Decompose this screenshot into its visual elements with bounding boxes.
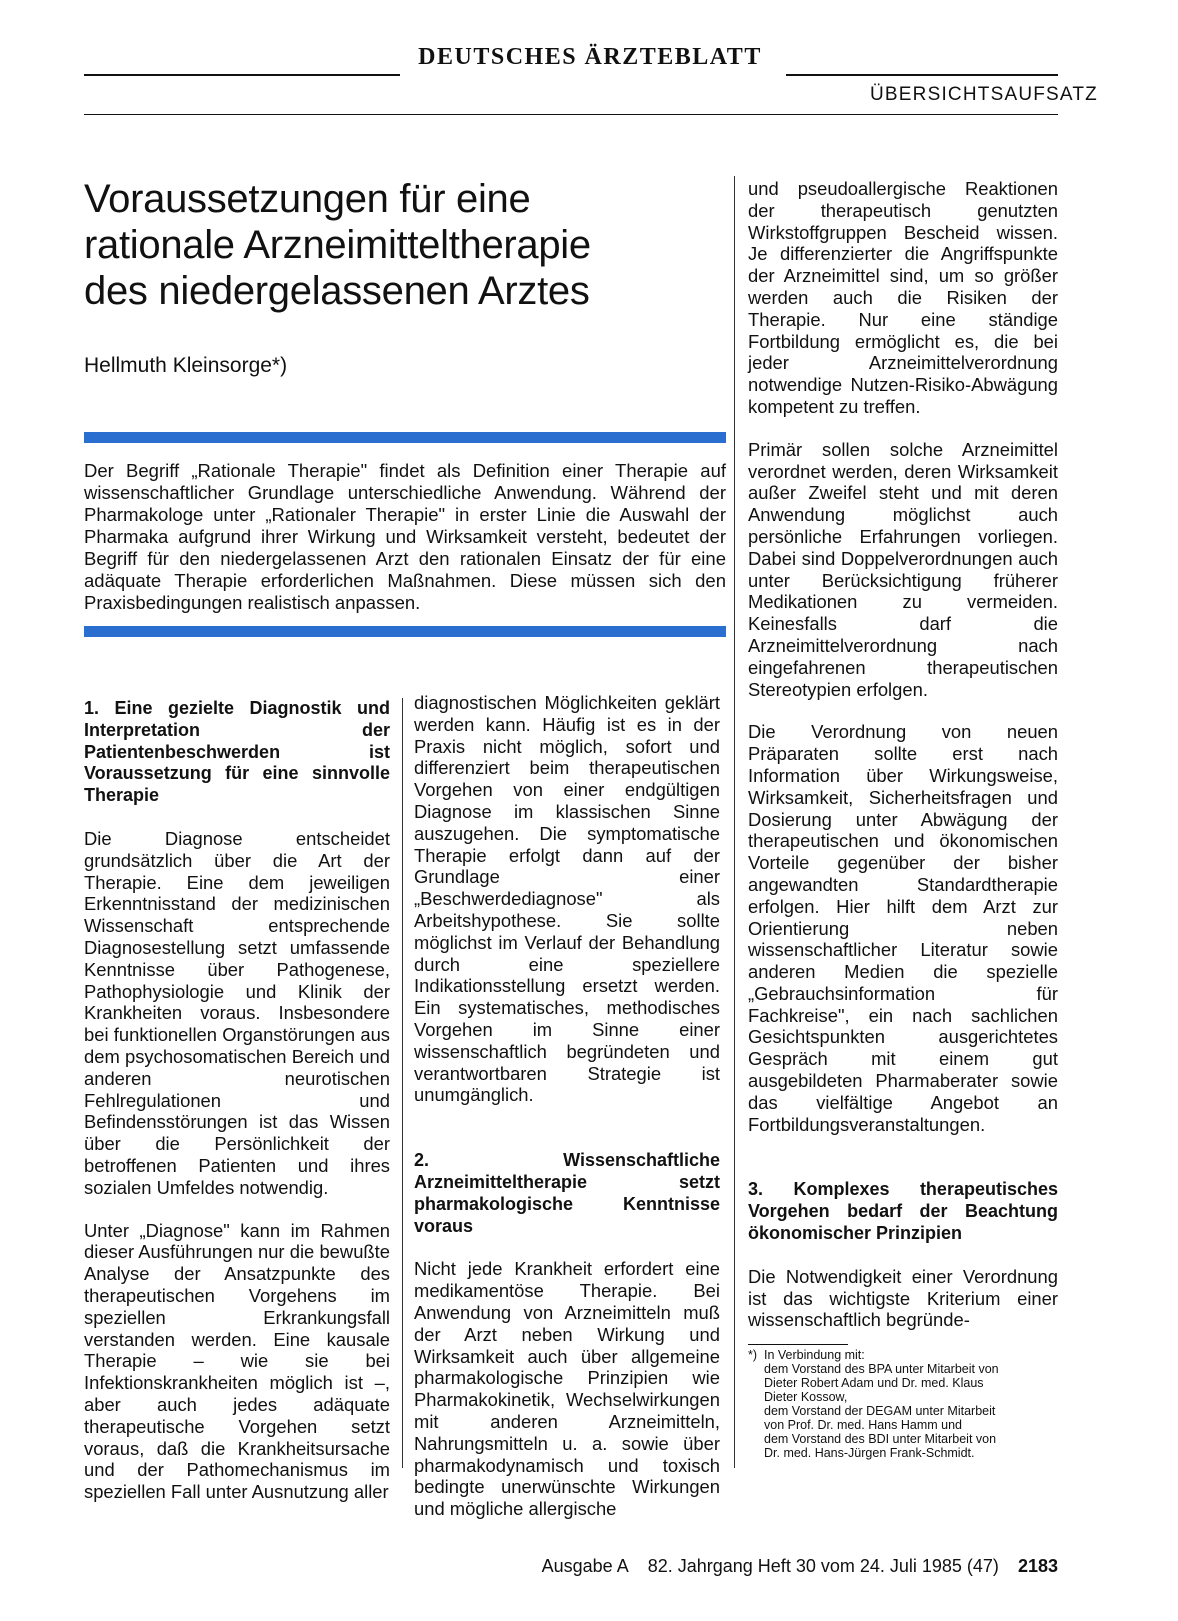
author-footnote xyxy=(748,1348,1058,1460)
section-heading-2: 2. Wissenschaftliche Arzneimitteltherapie setzt pharmakologische Kenntnisse voraus xyxy=(414,1150,720,1236)
masthead-rule-right xyxy=(786,74,1058,76)
masthead-rule-left xyxy=(84,74,400,76)
footnote-line: In Verbindung mit: xyxy=(764,1348,865,1362)
page-number: 2183 xyxy=(1017,1556,1058,1576)
body-paragraph: Die Notwendigkeit einer Verordnung ist das wichtigste Kriterium einer wissenschaftlich begründe- xyxy=(748,1265,1058,1331)
footnote-rule xyxy=(748,1344,848,1345)
body-paragraph: Die Verordnung von neuen Präparaten sollte erst nach Information über Wirkungsweise, Wirksamkeit, Sicherheitsfragen und Dosierung unter Abwägung der therapeutischen und ökonomischen Vorteile gegenüber der bisher angewandten Standardtherapie erfolgen. Hier hilft dem Arzt zur Orientierung neben wissenschaftlicher Literatur sowie anderen Medien die spezielle „Gebrauchsinformation für Fachkreise", ein nach sachlichen Gesichtspunkten ausgerichtetes Gespräch mit einem gut ausgebildeten Pharmaberater sowie das vielfältige Angebot an Fortbildungsveranstaltungen. xyxy=(748,721,1058,1135)
footnote-line: Dr. med. Hans-Jürgen Frank-Schmidt. xyxy=(764,1446,975,1460)
page-footer xyxy=(542,1556,1058,1577)
footnote-line: dem Vorstand des BDI unter Mitarbeit von xyxy=(764,1432,997,1446)
issue-info: 82. Jahrgang Heft 30 vom 24. Juli 1985 (47) xyxy=(647,1556,999,1576)
footnote-line: Dieter Kossow, xyxy=(764,1390,848,1404)
article-title xyxy=(84,176,734,314)
column-divider xyxy=(734,176,735,1468)
body-paragraph: diagnostischen Möglichkeiten geklärt werden kann. Häufig ist es in der Praxis nicht möglich, sofort und differenziert beim therapeutischen Vorgehen von einer endgültigen Diagnose im klassischen Sinne auszugehen. Die symptomatische Therapie erfolgt dann auf der Grundlage einer „Beschwerdediagnose" als Arbeitshypothese. Sie sollte möglichst im Verlauf der Behandlung durch eine speziellere Indikationsstellung ersetzt werden. Ein systematisches, methodisches Vorgehen im Sinne einer wissenschaftlich begründeten und verantwortbaren Strategie ist unumgänglich. xyxy=(414,692,720,1106)
abstract-bottom-bar xyxy=(84,626,726,637)
body-paragraph: Unter „Diagnose" kann im Rahmen dieser Ausführungen nur die bewußte Analyse der Ansatzpunkte des therapeutischen Vorgehens im speziellen Erkrankungsfall verstanden werden. Eine kausale Therapie – wie sie bei Infektionskrankheiten möglich ist –, aber auch jedes adäquate therapeutische Vorgehen setzt voraus, daß die Krankheitsursache und der Pathomechanismus im speziellen Fall unter Ausnutzung aller xyxy=(84,1219,390,1503)
body-paragraph: Primär sollen solche Arzneimittel verordnet werden, deren Wirksamkeit außer Zweifel steht und mit deren Anwendung möglichst auch persönliche Erfahrungen vorliegen. Dabei sind Doppelverordnungen auch unter Berücksichtigung früherer Medikationen zu vermeiden. Keinesfalls darf die Arzneimittelverordnung nach eingefahrenen therapeutischen Stereotypien erfolgen. xyxy=(748,438,1058,700)
body-paragraph: und pseudoallergische Reaktionen der therapeutisch genutzten Wirkstoffgruppen Bescheid wissen. Je differenzierter die Angriffspunkte der Arzneimittel sind, um so größer werden auch die Risiken der Therapie. Nur eine ständige Fortbildung ermöglicht es, die bei jeder Arzneimittelverordnung notwendige Nutzen-Risiko-Abwägung kompetent zu treffen. xyxy=(748,178,1058,417)
article-abstract: Der Begriff „Rationale Therapie" findet als Definition einer Therapie auf wissenschaftlicher Grundlage unterschiedliche Anwendung. Während der Pharmakologe unter „Rationaler Therapie" in erster Linie die Auswahl der Pharmaka aufgrund ihrer Wirkung und Wirksamkeit versteht, bedeutet der Begriff für den niedergelassenen Arzt den rationalen Einsatz der für eine adäquate Therapie erforderlichen Maßnahmen. Diese müssen sich den Praxisbedingungen realistisch anpassen. xyxy=(84,460,726,613)
footnote-body xyxy=(764,1348,1058,1460)
footnote-line: von Prof. Dr. med. Hans Hamm und xyxy=(764,1418,962,1432)
body-column-3 xyxy=(748,178,1058,1352)
body-column-1 xyxy=(84,698,390,1524)
body-column-2 xyxy=(414,692,720,1541)
section-label: ÜBERSICHTSAUFSATZ xyxy=(869,84,1098,105)
section-heading-3: 3. Komplexes therapeutisches Vorgehen bedarf der Beachtung ökonomischer Prinzipien xyxy=(748,1179,1058,1244)
footnote-line: dem Vorstand der DEGAM unter Mitarbeit xyxy=(764,1404,996,1418)
abstract-top-bar xyxy=(84,432,726,443)
article-author: Hellmuth Kleinsorge*) xyxy=(84,354,288,377)
body-paragraph: Die Diagnose entscheidet grundsätzlich über die Art der Therapie. Eine dem jeweiligen Erkenntnisstand der medizinischen Wissenschaft entsprechende Diagnosestellung setzt umfassende Kenntnisse über Pathogenese, Pathophysiologie und Klinik der Krankheiten voraus. Insbesondere bei funktionellen Organstörungen aus dem psychosomatischen Bereich und anderen neurotischen Fehlregulationen und Befindensstörungen ist das Wissen über die Persönlichkeit der betroffenen Patienten und ihres sozialen Umfeldes notwendig. xyxy=(84,827,390,1198)
footnote-line: dem Vorstand des BPA unter Mitarbeit von xyxy=(764,1362,999,1376)
journal-masthead: DEUTSCHES ÄRZTEBLATT xyxy=(418,44,762,70)
footnote-mark: *) xyxy=(748,1348,758,1362)
title-line: des niedergelassenen Arztes xyxy=(84,269,590,313)
column-divider xyxy=(402,698,403,1468)
section-rule xyxy=(84,114,1058,115)
footnote-line: Dieter Robert Adam und Dr. med. Klaus xyxy=(764,1376,984,1390)
edition-label: Ausgabe A xyxy=(541,1556,629,1576)
section-heading-1: 1. Eine gezielte Diagnostik und Interpretation der Patientenbeschwerden ist Voraussetzung für eine sinnvolle Therapie xyxy=(84,698,390,806)
body-paragraph: Nicht jede Krankheit erfordert eine medikamentöse Therapie. Bei Anwendung von Arzneimitteln muß der Arzt neben Wirkung und Wirksamkeit auch über allgemeine pharmakologische Prinzipien wie Pharmakokinetik, Wechselwirkungen mit anderen Arzneimitteln, Nahrungsmitteln u. a. sowie über pharmakodynamisch und toxisch bedingte unerwünschte Wirkungen und mögliche allergische xyxy=(414,1258,720,1520)
title-line: Voraussetzungen für eine xyxy=(84,177,531,221)
title-line: rationale Arzneimitteltherapie xyxy=(84,223,591,267)
